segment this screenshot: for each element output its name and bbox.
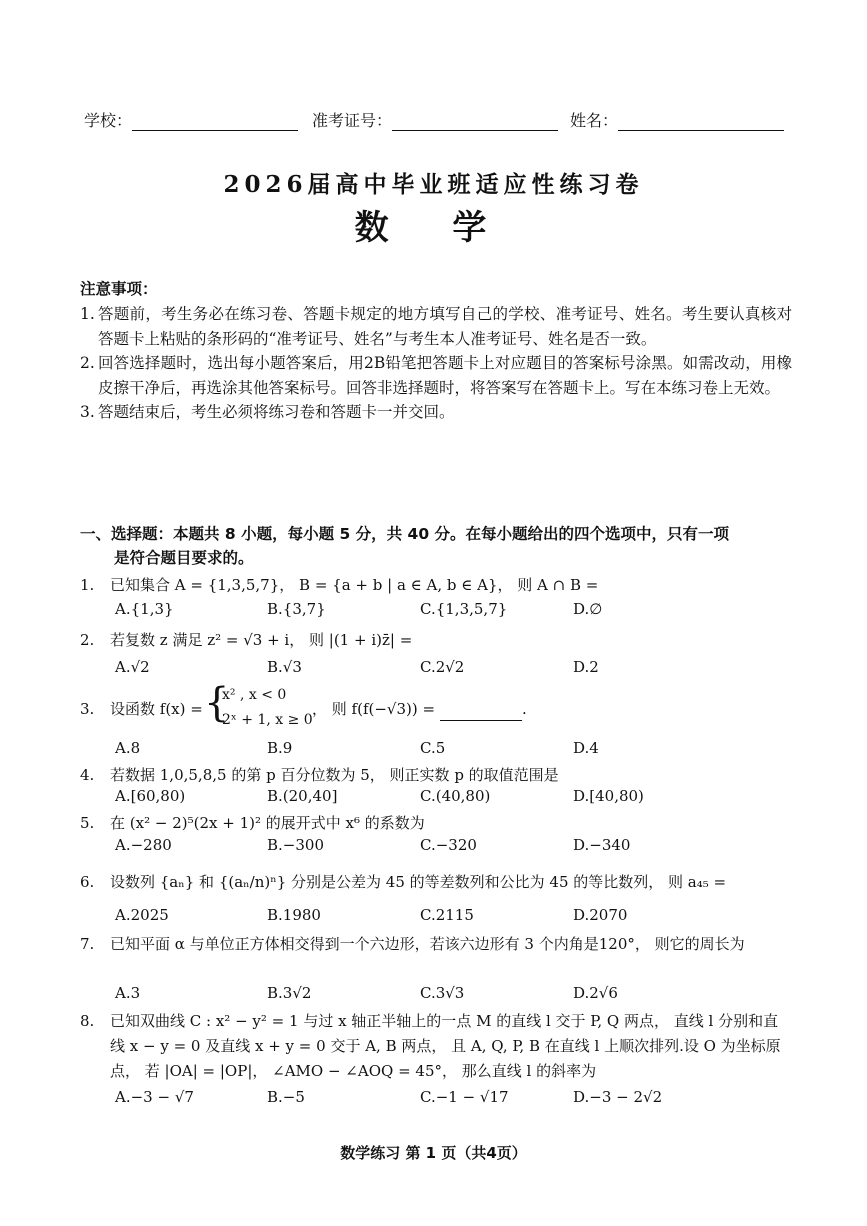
- question-7-options: [115, 984, 755, 1006]
- question-6: [80, 870, 792, 894]
- question-6-options: [115, 906, 755, 928]
- question-number: 1.: [80, 576, 95, 594]
- option-b: B.1980: [267, 906, 321, 924]
- option-b: B.3√2: [267, 984, 312, 1002]
- answer-blank-wrap: .: [440, 697, 540, 721]
- question-number: 4.: [80, 766, 95, 784]
- option-c: C.5: [420, 739, 446, 757]
- name-field: [570, 108, 784, 131]
- option-d: D.−3 − 2√2: [573, 1088, 663, 1106]
- question-number: 5.: [80, 814, 95, 832]
- option-d: D.∅: [573, 600, 603, 618]
- question-4-options: [115, 787, 755, 809]
- question-3-options: [115, 739, 755, 761]
- option-c: C.(40,80): [420, 787, 491, 805]
- question-2: [80, 628, 792, 652]
- option-d: D.2070: [573, 906, 628, 924]
- notes-list: [80, 302, 792, 425]
- piecewise-case-1: x² , x < 0: [222, 687, 287, 703]
- option-a: A.√2: [115, 658, 150, 676]
- question-number: 7.: [80, 935, 95, 953]
- question-stem: 若复数 z 满足 z² = √3 + i， 则 |(1 + i)z̄| =: [110, 631, 413, 649]
- question-5: [80, 811, 792, 835]
- exam-id-field: [312, 108, 558, 131]
- school-field: [84, 108, 298, 131]
- option-b: B.{3,7}: [267, 600, 326, 618]
- question-stem: 在 (x² − 2)⁵(2x + 1)² 的展开式中 x⁶ 的系数为: [110, 814, 425, 832]
- option-c: C.2√2: [420, 658, 465, 676]
- option-d: D.−340: [573, 836, 631, 854]
- section-heading: [80, 522, 792, 570]
- notes-heading: 注意事项：: [80, 280, 158, 298]
- exam-title: 2026届高中毕业班适应性练习卷: [223, 171, 644, 198]
- question-5-options: [115, 836, 755, 858]
- question-8-options: [115, 1088, 755, 1110]
- option-b: B.−5: [267, 1088, 305, 1106]
- subject-title: 数 学: [354, 208, 513, 248]
- option-a: A.{1,3}: [115, 600, 174, 618]
- question-8: [80, 1009, 792, 1084]
- question-number: 2.: [80, 631, 95, 649]
- question-2-options: [115, 658, 755, 680]
- option-c: C.2115: [420, 906, 474, 924]
- note-text: 答题前，考生务必在练习卷、答题卡规定的地方填写自己的学校、准考证号、姓名。考生要认真核对答题卡上粘贴的条形码的“准考证号、姓名”与考生本人准考证号、姓名是否一致。: [98, 305, 792, 348]
- option-b: B.−300: [267, 836, 324, 854]
- question-7: [80, 932, 792, 956]
- question-number: 6.: [80, 873, 95, 891]
- option-a: A.−3 − √7: [115, 1088, 194, 1106]
- exam-id-label: 准考证号：: [312, 111, 393, 130]
- question-1-options: [115, 600, 755, 622]
- option-a: A.2025: [115, 906, 169, 924]
- note-number: 3.: [80, 403, 95, 421]
- option-d: D.2: [573, 658, 599, 676]
- option-d: D.2√6: [573, 984, 618, 1002]
- option-d: D.4: [573, 739, 599, 757]
- question-stem: 已知双曲线 C : x² − y² = 1 与过 x 轴正半轴上的一点 M 的直线 l 交于 P, Q 两点， 直线 l 分别和直线 x − y = 0 及直线 x + y = 0 交于 A, B 两点， 且 A, Q, P, B 在直线 l 上顺次排列.设 O 为坐标原点， 若 |OA| = |OP|， ∠AMO − ∠AOQ = 45°， 那么直线 l 的斜率为: [110, 1012, 781, 1080]
- piecewise-brace: {: [204, 680, 230, 726]
- question-stem: 设数列 {aₙ} 和 {(aₙ/n)ⁿ} 分别是公差为 45 的等差数列和公比为 45 的等比数列， 则 a₄₅ =: [110, 873, 727, 891]
- school-blank: [132, 112, 298, 131]
- note-item: [80, 302, 792, 351]
- option-a: A.8: [115, 739, 141, 757]
- option-a: A.3: [115, 984, 141, 1002]
- question-stem: 已知集合 A = {1,3,5,7}， B = {a + b | a ∈ A, b ∈ A}， 则 A ∩ B =: [110, 576, 599, 594]
- exam-id-blank: [392, 112, 558, 131]
- candidate-info-row: [84, 108, 789, 134]
- note-number: 2.: [80, 354, 95, 372]
- answer-blank: [440, 704, 522, 721]
- option-b: B.9: [267, 739, 293, 757]
- note-text: 答题结束后，考生必须将练习卷和答题卡一并交回。: [98, 403, 455, 421]
- option-b: B.√3: [267, 658, 302, 676]
- question-stem-suffix: ， 则 f(f(−√3)) =: [312, 700, 436, 718]
- note-item: [80, 351, 792, 400]
- school-label: 学校：: [84, 111, 133, 130]
- question-number: 3.: [80, 700, 95, 718]
- question-4: [80, 763, 792, 787]
- note-item: [80, 400, 792, 425]
- option-c: C.{1,3,5,7}: [420, 600, 508, 618]
- question-stem: 若数据 1,0,5,8,5 的第 p 百分位数为 5， 则正实数 p 的取值范围是: [110, 766, 559, 784]
- option-d: D.[40,80): [573, 787, 644, 805]
- name-blank: [618, 112, 784, 131]
- option-b: B.(20,40]: [267, 787, 338, 805]
- option-c: C.3√3: [420, 984, 465, 1002]
- piecewise-case-2: 2ˣ + 1, x ≥ 0: [222, 712, 313, 728]
- option-a: A.−280: [115, 836, 172, 854]
- section-heading-line2: 是符合题目要求的。: [114, 549, 254, 567]
- option-c: C.−320: [420, 836, 477, 854]
- option-a: A.[60,80): [115, 787, 186, 805]
- page-footer: 数学练习 第 1 页（共4页）: [340, 1144, 527, 1162]
- section-heading-line1: 一、选择题：本题共 8 小题，每小题 5 分，共 40 分。在每小题给出的四个选项中，只有一项: [80, 525, 730, 543]
- question-1: [80, 573, 792, 597]
- name-label: 姓名：: [570, 111, 619, 130]
- question-stem: 已知平面 α 与单位正方体相交得到一个六边形，若该六边形有 3 个内角是120°， 则它的周长为: [110, 935, 745, 953]
- question-stem-prefix: 设函数 f(x) =: [110, 700, 203, 718]
- note-text: 回答选择题时，选出每小题答案后，用2B铅笔把答题卡上对应题目的答案标号涂黑。如需改动，用橡皮擦干净后，再选涂其他答案标号。回答非选择题时，将答案写在答题卡上。写在本练习卷上无效。: [98, 354, 792, 397]
- question-number: 8.: [80, 1012, 95, 1030]
- note-number: 1.: [80, 305, 95, 323]
- option-c: C.−1 − √17: [420, 1088, 509, 1106]
